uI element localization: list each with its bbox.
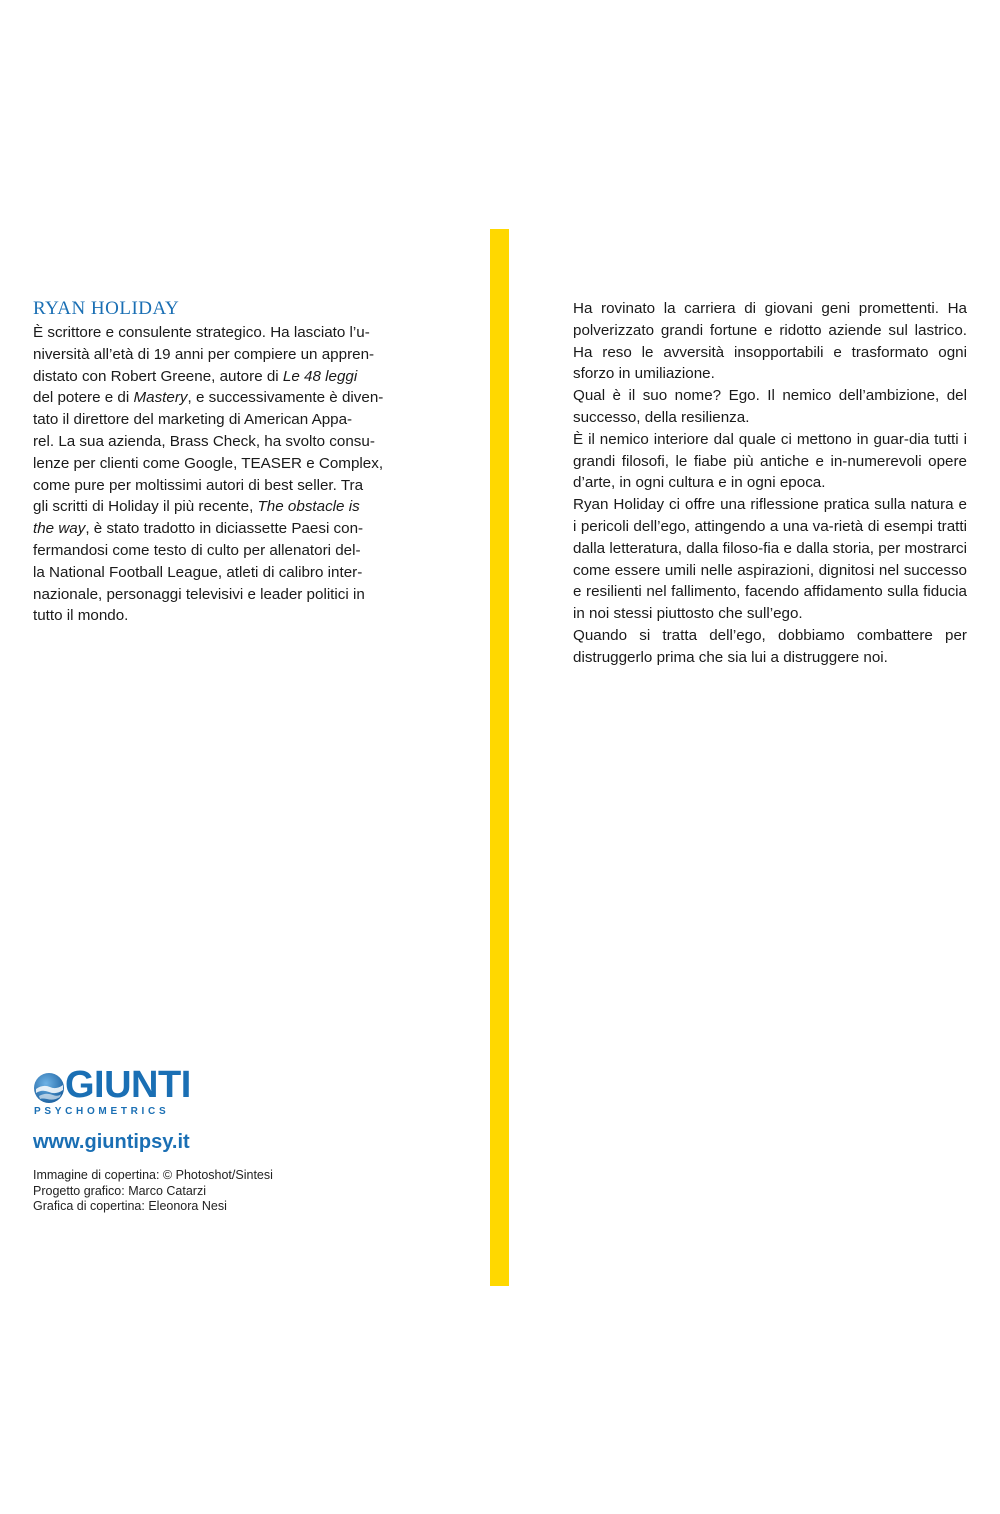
bio-text: È scrittore e consulente strategico. Ha lasciato l’u- niversità all’età di 19 anni per compiere un appren- distato con Robert Greene, autore di Le 48 leggi del potere e di Mastery, e successivamente è diven- tato il direttore del marketing di American Appa- rel. La sua azienda, Brass Check, ha svolto consu- lenze per clienti come Google, TEASER e Complex, come pure per moltissimi autori di best seller. Tra gli scritti di Holiday il più recente, The obstacle is the way, è stato tradotto in diciassette Paesi con- fermandosi come testo di culto per allenatori del- la National Football League, atleti di calibro inter- nazionale, personaggi televisivi e leader politici in tutto il mondo. bbox=[33, 324, 384, 625]
blurb-paragraph: Qual è il suo nome? Ego. Il nemico dell’ambizione, del successo, della resilienza. bbox=[573, 387, 967, 426]
author-name: RYAN HOLIDAY bbox=[33, 298, 180, 319]
logo-wordmark: GIUNTI bbox=[65, 1064, 191, 1106]
author-bio bbox=[33, 322, 426, 627]
globe-icon bbox=[33, 1072, 65, 1104]
blurb-paragraph: È il nemico interiore dal quale ci mettono in guar-dia tutti i grandi filosofi, le fiabe più antiche e in-numerevoli opere d’arte, in ogni cultura e in ogni epoca. bbox=[573, 430, 967, 492]
yellow-divider-bar bbox=[490, 229, 509, 1286]
publisher-website[interactable]: www.giuntipsy.it bbox=[33, 1131, 190, 1153]
logo-subtitle: PSYCHOMETRICS bbox=[34, 1106, 170, 1117]
blurb-paragraph: Ryan Holiday ci offre una riflessione pratica sulla natura e i pericoli dell’ego, attingendo a una va-rietà di esempi tratti dalla letteratura, dalla filoso-fia e dalla storia, per mostrarci come essere umili nelle aspirazioni, dignitosi nel successo e resilienti nel fallimento, facendo affidamento sulla fiducia in noi stessi piuttosto che sull’ego. bbox=[573, 496, 967, 623]
author-section bbox=[33, 298, 426, 627]
credit-line: Grafica di copertina: Eleonora Nesi bbox=[33, 1199, 227, 1213]
book-blurb bbox=[573, 298, 967, 669]
blurb-paragraph: Quando si tratta dell’ego, dobbiamo combattere per distruggerlo prima che sia lui a distruggere noi. bbox=[573, 626, 967, 666]
cover-credits bbox=[33, 1168, 273, 1215]
credit-line: Immagine di copertina: © Photoshot/Sintesi bbox=[33, 1168, 273, 1182]
giunti-logo bbox=[33, 1064, 203, 1118]
blurb-paragraph: Ha rovinato la carriera di giovani geni promettenti. Ha polverizzato grandi fortune e ridotto aziende sul lastrico. Ha reso le avversità insopportabili e trasformato ogni sforzo in umiliazione. bbox=[573, 300, 967, 383]
credit-line: Progetto grafico: Marco Catarzi bbox=[33, 1183, 206, 1198]
